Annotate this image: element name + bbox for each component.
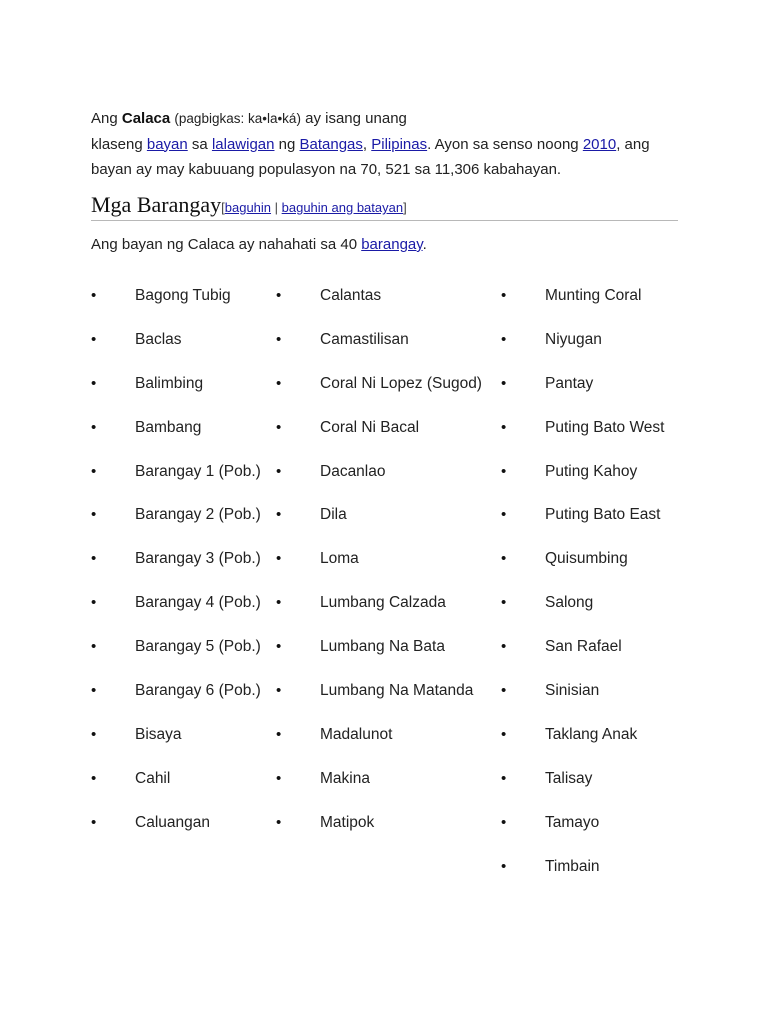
- barangay-name: Sinisian: [545, 682, 600, 700]
- edit-link[interactable]: baguhin: [224, 200, 272, 215]
- barangay-name: Munting Coral: [545, 287, 642, 304]
- bracket-close: ]: [403, 200, 407, 215]
- bullet-icon: •: [91, 769, 97, 787]
- bullet-icon: •: [501, 550, 507, 568]
- intro-sa: sa: [191, 135, 208, 153]
- barangay-name: Barangay 4 (Pob.): [135, 594, 261, 612]
- barangay-name: Talisay: [545, 769, 593, 787]
- bullet-icon: •: [501, 418, 507, 436]
- barangay-name: Barangay 3 (Pob.): [135, 550, 261, 568]
- bullet-icon: •: [276, 506, 282, 524]
- lead-paragraph: [91, 234, 427, 256]
- link-pilipinas[interactable]: Pilipinas: [371, 135, 428, 153]
- barangay-name: Bambang: [135, 418, 202, 436]
- bullet-icon: •: [501, 638, 507, 656]
- link-bayan[interactable]: bayan: [146, 135, 188, 153]
- barangay-name: San Rafael: [545, 638, 622, 656]
- intro-text-3: . Ayon sa senso noong: [427, 135, 579, 153]
- intro-ang: Ang: [91, 110, 118, 127]
- bullet-icon: •: [276, 682, 282, 700]
- link-barangay[interactable]: barangay: [361, 236, 423, 253]
- bullet-icon: •: [276, 330, 282, 348]
- barangay-name: Niyugan: [545, 330, 602, 348]
- barangay-name: Madalunot: [320, 725, 393, 743]
- link-lalawigan[interactable]: lalawigan: [211, 135, 275, 153]
- section-heading: [91, 192, 678, 221]
- lead-text: Ang bayan ng Calaca ay nahahati sa 40: [91, 236, 358, 253]
- section-title: Mga Barangay: [91, 192, 222, 217]
- bullet-icon: •: [276, 638, 282, 656]
- barangay-name: Camastilisan: [320, 330, 409, 348]
- bullet-icon: •: [501, 594, 507, 612]
- edit-source-link[interactable]: baguhin ang batayan: [281, 200, 404, 215]
- barangay-name: Matipok: [320, 813, 375, 831]
- bullet-icon: •: [91, 287, 97, 304]
- bullet-icon: •: [91, 638, 97, 656]
- barangay-name: Lumbang Na Matanda: [320, 682, 474, 700]
- intro-title-calaca: Calaca: [121, 110, 171, 127]
- barangay-name: Lumbang Calzada: [320, 594, 446, 612]
- barangay-name: Cahil: [135, 769, 171, 787]
- bullet-icon: •: [91, 506, 97, 524]
- barangay-name: Quisumbing: [545, 550, 628, 568]
- link-batangas[interactable]: Batangas: [299, 135, 363, 153]
- bullet-icon: •: [276, 287, 282, 304]
- bullet-icon: •: [276, 769, 282, 787]
- barangay-name: Taklang Anak: [545, 725, 638, 743]
- barangay-name: Dila: [320, 506, 347, 524]
- bullet-icon: •: [91, 725, 97, 743]
- barangay-name: Timbain: [545, 857, 600, 875]
- bullet-icon: •: [501, 506, 507, 524]
- bullet-icon: •: [501, 813, 507, 831]
- barangay-name: Makina: [320, 769, 370, 787]
- barangay-name: Barangay 1 (Pob.): [135, 462, 261, 480]
- bullet-icon: •: [276, 725, 282, 743]
- bullet-icon: •: [91, 374, 97, 392]
- barangay-name: Loma: [320, 550, 359, 568]
- link-2010[interactable]: 2010: [582, 135, 617, 153]
- bullet-icon: •: [501, 769, 507, 787]
- bullet-icon: •: [501, 725, 507, 743]
- bullet-icon: •: [91, 550, 97, 568]
- intro-text-2: klaseng: [91, 135, 143, 153]
- bullet-icon: •: [91, 813, 97, 831]
- barangay-name: Salong: [545, 594, 594, 612]
- bullet-icon: •: [276, 374, 282, 392]
- barangay-name: Dacanlao: [320, 462, 386, 480]
- bullet-icon: •: [276, 462, 282, 480]
- bullet-icon: •: [501, 462, 507, 480]
- edit-separator: |: [271, 200, 282, 215]
- bullet-icon: •: [276, 550, 282, 568]
- intro-paragraph: [91, 106, 691, 183]
- barangay-name: Calantas: [320, 287, 382, 304]
- intro-comma: ,: [362, 135, 368, 153]
- barangay-name: Caluangan: [135, 813, 210, 831]
- barangay-name: Bisaya: [135, 725, 182, 743]
- bullet-icon: •: [91, 418, 97, 436]
- bullet-icon: •: [91, 330, 97, 348]
- barangay-name: Tamayo: [545, 813, 600, 831]
- intro-text-4: , ang: [616, 135, 650, 153]
- barangay-name: Puting Kahoy: [545, 462, 638, 480]
- lead-period: .: [422, 236, 427, 253]
- bullet-icon: •: [501, 287, 507, 304]
- barangay-name: Barangay 5 (Pob.): [135, 638, 261, 656]
- barangay-name: Barangay 2 (Pob.): [135, 506, 261, 524]
- intro-pronunciation: (pagbigkas: ka•la•ká): [174, 111, 301, 126]
- barangay-name: Bagong Tubig: [135, 287, 231, 304]
- bullet-icon: •: [501, 682, 507, 700]
- intro-ng: ng: [278, 135, 296, 153]
- bracket-open: [: [221, 200, 225, 215]
- bullet-icon: •: [91, 462, 97, 480]
- barangay-name: Coral Ni Bacal: [320, 418, 420, 436]
- bullet-icon: •: [276, 594, 282, 612]
- intro-text-1: ay isang unang: [305, 110, 407, 127]
- bullet-icon: •: [91, 594, 97, 612]
- barangay-name: Barangay 6 (Pob.): [135, 682, 261, 700]
- barangay-name: Puting Bato West: [545, 418, 665, 436]
- barangay-name: Lumbang Na Bata: [320, 638, 445, 656]
- intro-text-5: bayan ay may kabuuang populasyon na 70, 521 sa 11,306 kabahayan.: [91, 161, 562, 178]
- bullet-icon: •: [91, 682, 97, 700]
- barangay-name: Puting Bato East: [545, 506, 661, 524]
- bullet-icon: •: [501, 374, 507, 392]
- barangay-name: Baclas: [135, 330, 182, 348]
- bullet-icon: •: [501, 330, 507, 348]
- bullet-icon: •: [501, 857, 507, 875]
- bullet-icon: •: [276, 813, 282, 831]
- barangay-name: Coral Ni Lopez (Sugod): [320, 374, 482, 392]
- barangay-name: Pantay: [545, 374, 594, 392]
- edit-links: [221, 200, 407, 215]
- barangay-name: Balimbing: [135, 374, 204, 392]
- bullet-icon: •: [276, 418, 282, 436]
